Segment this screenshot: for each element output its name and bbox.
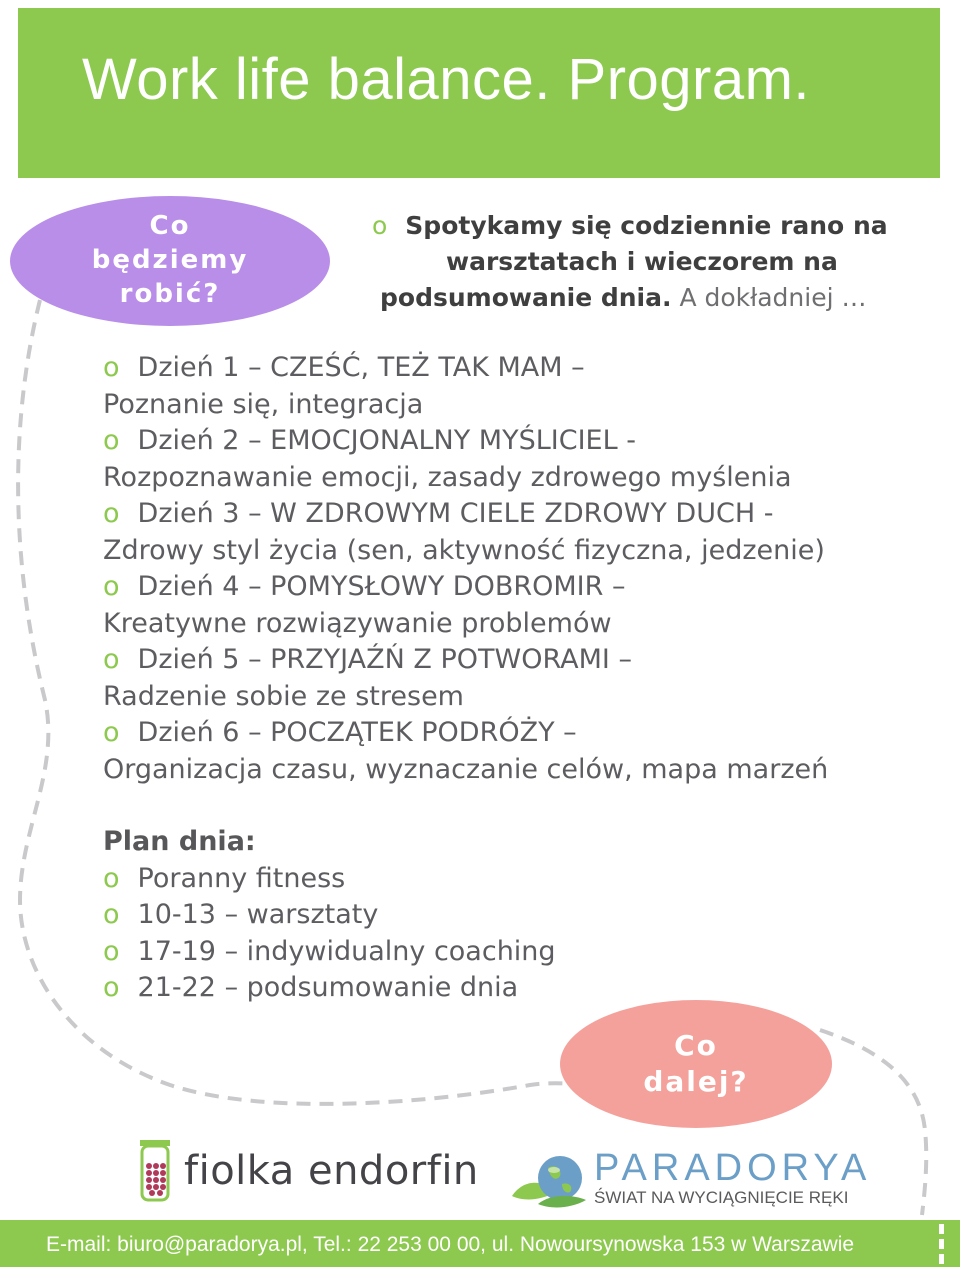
bubble-what-line3: robić? xyxy=(119,278,221,309)
what-next-bubble xyxy=(560,1000,832,1128)
page-title: Work life balance. Program. xyxy=(82,47,811,112)
day-description: Rozpoznawanie emocji, zasady zdrowego myślenia xyxy=(103,461,792,493)
day-description: Organizacja czasu, wyznaczanie celów, mapa marzeń xyxy=(103,753,829,785)
bullet-icon: o xyxy=(103,425,120,456)
intro-line2: warsztatach i wieczorem na xyxy=(446,247,838,276)
plan-item: o 17-19 – indywidualny coaching xyxy=(103,935,556,967)
intro-line1: Spotykamy się codziennie rano na xyxy=(405,211,888,240)
bullet-icon: o xyxy=(103,862,120,894)
bullet-icon: o xyxy=(103,571,120,602)
what-will-we-do-bubble xyxy=(10,196,330,326)
vial-icon xyxy=(136,1140,174,1202)
footer-dash-marks xyxy=(936,1224,948,1264)
day-description: Radzenie sobie ze stresem xyxy=(103,680,464,712)
bubble-next-line1: Co xyxy=(674,1028,718,1062)
bubble-next-line2: dalej? xyxy=(643,1065,749,1098)
bullet-icon: o xyxy=(103,498,120,529)
paradorya-logo-tagline: ŚWIAT NA WYCIĄGNIĘCIE RĘKI xyxy=(594,1188,849,1207)
footer-contact: E-mail: biuro@paradorya.pl, Tel.: 22 253 00 00, ul. Nowoursynowska 153 w Warszawie xyxy=(46,1233,855,1256)
day-title: o Dzień 4 – POMYSŁOWY DOBROMIR – xyxy=(103,571,626,602)
day-title: o Dzień 1 – CZEŚĆ, TEŻ TAK MAM – xyxy=(103,352,585,383)
paradorya-logo xyxy=(510,1148,871,1210)
plan-item: o Poranny fitness xyxy=(103,862,346,894)
bullet-icon: o xyxy=(103,352,120,383)
bullet-icon: o xyxy=(103,935,120,967)
bullet-icon: o xyxy=(103,899,120,930)
bullet-icon: o xyxy=(103,644,120,675)
bullet-icon: o xyxy=(103,717,120,748)
bullet-icon: o xyxy=(103,972,120,1003)
day-description: Poznanie się, integracja xyxy=(103,388,424,420)
plan-item: o 21-22 – podsumowanie dnia xyxy=(103,972,519,1003)
fiolka-endorfin-logo xyxy=(136,1140,479,1202)
intro-paragraph xyxy=(372,208,932,316)
day-title: o Dzień 5 – PRZYJAŹŃ Z POTWORAMI – xyxy=(103,644,632,675)
globe-leaves-icon xyxy=(510,1148,590,1210)
bubble-what-line1: Co xyxy=(149,211,191,242)
day-description: Kreatywne rozwiązywanie problemów xyxy=(103,607,612,639)
plan-heading: Plan dnia: xyxy=(103,826,256,857)
paradorya-logo-name: PARADORYA xyxy=(594,1147,872,1189)
plan-item: o 10-13 – warsztaty xyxy=(103,899,379,930)
day-description: Zdrowy styl życia (sen, aktywność fizyczna, jedzenie) xyxy=(103,534,825,566)
day-title: o Dzień 3 – W ZDROWYM CIELE ZDROWY DUCH - xyxy=(103,498,774,529)
program-list xyxy=(103,350,953,788)
bubble-what-line2: będziemy xyxy=(91,245,249,276)
bullet-icon: o xyxy=(372,211,388,240)
day-title: o Dzień 2 – EMOCJONALNY MYŚLICIEL - xyxy=(103,425,636,456)
intro-line3-light: A dokładniej … xyxy=(671,283,867,312)
fiolka-logo-text: fiolka endorfin xyxy=(184,1148,479,1194)
day-title: o Dzień 6 – POCZĄTEK PODRÓŻY – xyxy=(103,717,577,748)
intro-line3-bold: podsumowanie dnia. xyxy=(380,283,672,312)
daily-plan xyxy=(103,824,803,1007)
